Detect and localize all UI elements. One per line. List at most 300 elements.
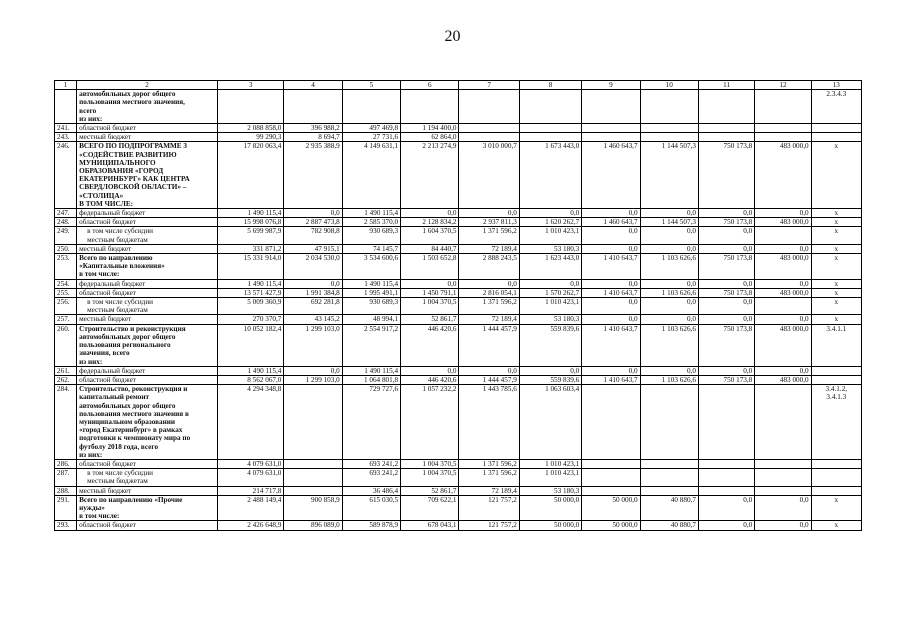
amount-cell: 52 861,7 [401, 315, 459, 324]
row-name-line: футболу 2018 года, всего [79, 442, 159, 451]
column-header: 7 [459, 81, 519, 90]
amount-cell: 1 490 115,4 [342, 279, 400, 288]
amount-cell: 3 534 600,6 [342, 254, 400, 280]
row-name [77, 495, 218, 521]
amount-cell: 5 009 360,9 [217, 298, 283, 315]
row-name-line: местный бюджет [79, 133, 132, 142]
amount-cell: 1 443 785,6 [459, 385, 519, 460]
amount-cell: 1 371 596,2 [459, 227, 519, 244]
column-header: 13 [811, 81, 861, 90]
amount-cell: 1 144 507,3 [640, 218, 698, 227]
row-number: 255. [55, 288, 77, 297]
column-header: 5 [342, 81, 400, 90]
amount-cell: 8 562 067,0 [217, 375, 283, 384]
amount-cell: 1 004 370,5 [401, 298, 459, 315]
column-header: 6 [401, 81, 459, 90]
amount-cell: 1 460 643,7 [582, 218, 640, 227]
amount-cell: 0,0 [698, 366, 754, 375]
amount-cell: 0,0 [640, 244, 698, 253]
row-name [77, 227, 218, 244]
amount-cell [640, 469, 698, 486]
row-name [77, 459, 218, 468]
table-row [55, 288, 862, 297]
amount-cell: 2 937 811,3 [459, 218, 519, 227]
amount-cell [640, 90, 698, 124]
amount-cell: 0,0 [582, 366, 640, 375]
table-row [55, 90, 862, 124]
row-name [77, 279, 218, 288]
amount-cell: 1 991 384,8 [284, 288, 342, 297]
column-header: 3 [217, 81, 283, 90]
row-name-line: Строительство, реконструкция и [79, 385, 188, 394]
amount-cell [284, 459, 342, 468]
amount-cell: 678 043,1 [401, 521, 459, 530]
amount-cell [640, 385, 698, 460]
amount-cell: 72 189,4 [459, 315, 519, 324]
row-name [77, 324, 218, 366]
amount-cell: 559 839,6 [519, 375, 581, 384]
row-name-line: ОБРАЗОВАНИЯ «ГОРОД [79, 167, 164, 176]
row-number: 254. [55, 279, 77, 288]
amount-cell: 1 490 115,4 [342, 366, 400, 375]
amount-cell: 13 571 427,9 [217, 288, 283, 297]
table-row [55, 366, 862, 375]
amount-cell: 1 410 643,7 [582, 375, 640, 384]
amount-cell: 0,0 [459, 279, 519, 288]
amount-cell: 896 089,0 [284, 521, 342, 530]
row-name-line: автомобильных дорог общего [79, 90, 176, 99]
amount-cell: 709 622,1 [401, 495, 459, 521]
row-name-line: автомобильных дорог общего [79, 401, 176, 410]
amount-cell: 0,0 [698, 279, 754, 288]
code-cell: 3.4.1.1 [811, 324, 861, 366]
amount-cell: 750 173,8 [698, 324, 754, 366]
amount-cell: 0,0 [640, 209, 698, 218]
amount-cell: 50 000,0 [519, 521, 581, 530]
code-cell: x [811, 288, 861, 297]
amount-cell [459, 124, 519, 133]
row-number: 260. [55, 324, 77, 366]
table-row [55, 279, 862, 288]
table-row [55, 218, 862, 227]
amount-cell [755, 90, 811, 124]
amount-cell: 446 420,6 [401, 324, 459, 366]
amount-cell: 331 871,2 [217, 244, 283, 253]
amount-cell: 615 030,5 [342, 495, 400, 521]
row-name-line: значения, всего [79, 349, 130, 358]
amount-cell [640, 459, 698, 468]
amount-cell: 2 585 370,0 [342, 218, 400, 227]
amount-cell: 1 371 596,2 [459, 298, 519, 315]
amount-cell: 0,0 [284, 279, 342, 288]
amount-cell: 0,0 [698, 495, 754, 521]
amount-cell [698, 124, 754, 133]
row-number: 247. [55, 209, 77, 218]
amount-cell [755, 298, 811, 315]
amount-cell: 693 241,2 [342, 469, 400, 486]
code-cell: x [811, 244, 861, 253]
row-name-line: «СОДЕЙСТВИЕ РАЗВИТИЮ [79, 150, 177, 159]
amount-cell: 1 103 626,6 [640, 288, 698, 297]
row-number: 293. [55, 521, 77, 530]
row-name-line: подготовки к чемпионату мира по [79, 434, 191, 443]
amount-cell [284, 486, 342, 495]
amount-cell: 0,0 [698, 244, 754, 253]
row-name-line: в том числе субсидии [87, 227, 154, 236]
amount-cell: 0,0 [755, 366, 811, 375]
row-name-line: пользования регионального [79, 341, 171, 350]
row-name [77, 521, 218, 530]
amount-cell: 17 820 063,4 [217, 142, 283, 209]
amount-cell: 782 908,8 [284, 227, 342, 244]
amount-cell: 1 450 791,1 [401, 288, 459, 297]
row-number: 288. [55, 486, 77, 495]
row-name-line: «СТОЛИЦА» [79, 191, 124, 200]
amount-cell: 1 410 643,7 [582, 324, 640, 366]
amount-cell: 72 189,4 [459, 244, 519, 253]
amount-cell: 1 490 115,4 [217, 209, 283, 218]
amount-cell: 0,0 [755, 279, 811, 288]
table-row [55, 209, 862, 218]
amount-cell [698, 385, 754, 460]
table-row [55, 254, 862, 280]
amount-cell: 0,0 [755, 315, 811, 324]
amount-cell: 2 088 858,0 [217, 124, 283, 133]
amount-cell: 1 371 596,2 [459, 459, 519, 468]
amount-cell: 99 290,3 [217, 133, 283, 142]
amount-cell: 4 149 631,1 [342, 142, 400, 209]
amount-cell [698, 90, 754, 124]
code-cell [811, 375, 861, 384]
row-name-line: федеральный бюджет [79, 279, 146, 288]
row-name [77, 133, 218, 142]
amount-cell: 1 490 115,4 [217, 366, 283, 375]
row-name-line: федеральный бюджет [79, 209, 146, 218]
amount-cell: 62 864,0 [401, 133, 459, 142]
amount-cell: 1 057 232,2 [401, 385, 459, 460]
code-cell [811, 469, 861, 486]
amount-cell: 692 281,8 [284, 298, 342, 315]
row-number: 262. [55, 375, 77, 384]
amount-cell: 1 299 103,0 [284, 375, 342, 384]
amount-cell [698, 459, 754, 468]
amount-cell: 0,0 [698, 315, 754, 324]
row-number: 286. [55, 459, 77, 468]
amount-cell [582, 385, 640, 460]
column-header: 11 [698, 81, 754, 90]
amount-cell [698, 486, 754, 495]
row-name-line: СВЕРДЛОВСКОЙ ОБЛАСТИ» – [79, 183, 187, 192]
code-cell [811, 486, 861, 495]
amount-cell: 1 103 626,6 [640, 375, 698, 384]
table-row [55, 385, 862, 460]
budget-table [54, 80, 862, 531]
amount-cell: 483 000,0 [755, 218, 811, 227]
amount-cell: 270 370,7 [217, 315, 283, 324]
amount-cell: 5 699 987,9 [217, 227, 283, 244]
amount-cell [284, 385, 342, 460]
row-name [77, 124, 218, 133]
amount-cell: 53 180,3 [519, 244, 581, 253]
amount-cell: 36 486,4 [342, 486, 400, 495]
amount-cell [755, 459, 811, 468]
row-name-line: автомобильных дорог общего [79, 332, 176, 341]
table-row [55, 469, 862, 486]
amount-cell: 0,0 [698, 209, 754, 218]
amount-cell: 0,0 [401, 279, 459, 288]
column-header: 2 [77, 81, 218, 90]
amount-cell [519, 124, 581, 133]
row-number [55, 90, 77, 124]
row-name-line: в том числе: [79, 270, 120, 279]
amount-cell: 2 887 473,8 [284, 218, 342, 227]
amount-cell: 483 000,0 [755, 288, 811, 297]
amount-cell [698, 469, 754, 486]
amount-cell: 1 004 370,5 [401, 469, 459, 486]
amount-cell: 0,0 [640, 298, 698, 315]
amount-cell: 0,0 [459, 209, 519, 218]
code-cell [811, 459, 861, 468]
row-number: 257. [55, 315, 77, 324]
amount-cell: 930 689,3 [342, 227, 400, 244]
row-name-line: областной бюджет [79, 288, 136, 297]
amount-cell: 72 189,4 [459, 486, 519, 495]
amount-cell [755, 385, 811, 460]
amount-cell: 40 880,7 [640, 495, 698, 521]
amount-cell: 1 444 457,9 [459, 375, 519, 384]
amount-cell: 0,0 [401, 209, 459, 218]
amount-cell: 2 213 274,9 [401, 142, 459, 209]
amount-cell: 483 000,0 [755, 324, 811, 366]
row-name [77, 244, 218, 253]
amount-cell: 0,0 [582, 227, 640, 244]
amount-cell: 750 173,8 [698, 288, 754, 297]
table-row [55, 124, 862, 133]
amount-cell: 1 103 626,6 [640, 324, 698, 366]
amount-cell: 74 145,7 [342, 244, 400, 253]
row-number: 253. [55, 254, 77, 280]
amount-cell [640, 133, 698, 142]
code-cell [811, 124, 861, 133]
amount-cell: 1 444 457,9 [459, 324, 519, 366]
row-name [77, 218, 218, 227]
amount-cell: 750 173,8 [698, 375, 754, 384]
row-number: 243. [55, 133, 77, 142]
amount-cell: 0,0 [640, 227, 698, 244]
amount-cell: 2 426 648,9 [217, 521, 283, 530]
amount-cell: 0,0 [640, 315, 698, 324]
amount-cell: 1 010 423,1 [519, 227, 581, 244]
column-header: 10 [640, 81, 698, 90]
amount-cell: 1 490 115,4 [217, 279, 283, 288]
column-header: 12 [755, 81, 811, 90]
amount-cell: 0,0 [698, 298, 754, 315]
amount-cell: 559 839,6 [519, 324, 581, 366]
amount-cell: 750 173,8 [698, 142, 754, 209]
amount-cell: 1 063 603,4 [519, 385, 581, 460]
amount-cell: 84 440,7 [401, 244, 459, 253]
amount-cell: 0,0 [519, 366, 581, 375]
amount-cell: 1 460 643,7 [582, 142, 640, 209]
table-row [55, 521, 862, 530]
amount-cell [755, 227, 811, 244]
amount-cell: 0,0 [755, 209, 811, 218]
amount-cell [755, 133, 811, 142]
amount-cell: 1 570 262,7 [519, 288, 581, 297]
amount-cell: 729 727,6 [342, 385, 400, 460]
amount-cell: 2 888 243,5 [459, 254, 519, 280]
table-header-row [55, 81, 862, 90]
row-number: 246. [55, 142, 77, 209]
row-name [77, 366, 218, 375]
row-name-line: всего [79, 106, 97, 115]
amount-cell: 50 000,0 [582, 495, 640, 521]
table-row [55, 459, 862, 468]
code-cell: x [811, 315, 861, 324]
row-name-line: в том числе: [79, 512, 120, 521]
amount-cell: 1 194 400,0 [401, 124, 459, 133]
row-name-line: в том числе субсидии [87, 469, 154, 478]
amount-cell: 1 144 507,3 [640, 142, 698, 209]
amount-cell: 1 673 443,0 [519, 142, 581, 209]
amount-cell: 1 620 262,7 [519, 218, 581, 227]
amount-cell: 1 995 491,1 [342, 288, 400, 297]
row-name-line: местным бюджетам [87, 477, 148, 486]
amount-cell: 0,0 [519, 279, 581, 288]
amount-cell [640, 124, 698, 133]
amount-cell: 0,0 [459, 366, 519, 375]
row-name-line: из них: [79, 114, 103, 123]
amount-cell: 8 694,7 [284, 133, 342, 142]
amount-cell [519, 90, 581, 124]
row-name [77, 385, 218, 460]
row-name [77, 469, 218, 486]
amount-cell: 900 858,9 [284, 495, 342, 521]
row-name-line: местным бюджетам [87, 306, 148, 315]
amount-cell: 1 064 801,8 [342, 375, 400, 384]
code-cell: x [811, 279, 861, 288]
amount-cell [698, 133, 754, 142]
row-name-line: из них: [79, 450, 103, 459]
amount-cell [755, 469, 811, 486]
column-header: 8 [519, 81, 581, 90]
code-cell: 2.3.4.3 [811, 90, 861, 124]
code-cell: x [811, 298, 861, 315]
row-name-line: «Капитальные вложения» [79, 262, 165, 271]
row-name [77, 298, 218, 315]
amount-cell [582, 459, 640, 468]
row-number: 256. [55, 298, 77, 315]
amount-cell: 483 000,0 [755, 375, 811, 384]
code-cell: x [811, 521, 861, 530]
code-cell: x [811, 218, 861, 227]
row-number: 249. [55, 227, 77, 244]
amount-cell: 15 331 914,0 [217, 254, 283, 280]
row-number: 261. [55, 366, 77, 375]
amount-cell: 2 554 917,2 [342, 324, 400, 366]
amount-cell: 750 173,8 [698, 254, 754, 280]
amount-cell: 0,0 [401, 366, 459, 375]
row-name-line: Всего по направлению «Прочие [79, 495, 183, 504]
amount-cell: 40 880,7 [640, 521, 698, 530]
amount-cell: 2 128 834,2 [401, 218, 459, 227]
amount-cell: 497 469,8 [342, 124, 400, 133]
table-row [55, 486, 862, 495]
amount-cell: 0,0 [519, 209, 581, 218]
row-name-line: МУНИЦИПАЛЬНОГО [79, 158, 156, 167]
amount-cell: 1 371 596,2 [459, 469, 519, 486]
amount-cell: 214 717,8 [217, 486, 283, 495]
row-number: 284. [55, 385, 77, 460]
amount-cell: 47 915,1 [284, 244, 342, 253]
row-name-line: местный бюджет [79, 486, 132, 495]
amount-cell: 2 935 388,9 [284, 142, 342, 209]
amount-cell: 15 998 076,8 [217, 218, 283, 227]
amount-cell: 0,0 [755, 521, 811, 530]
column-header: 9 [582, 81, 640, 90]
row-name-line: областной бюджет [79, 124, 136, 133]
row-name-line: В ТОМ ЧИСЛЕ: [79, 199, 134, 208]
row-name-line: местный бюджет [79, 315, 132, 324]
column-header: 4 [284, 81, 342, 90]
code-cell: x [811, 209, 861, 218]
table-row [55, 133, 862, 142]
row-number: 248. [55, 218, 77, 227]
amount-cell: 0,0 [582, 315, 640, 324]
row-name-line: ВСЕГО ПО ПОДПРОГРАММЕ 3 [79, 142, 187, 151]
row-name [77, 288, 218, 297]
row-name-line: нужды» [79, 503, 105, 512]
amount-cell: 4 079 631,0 [217, 469, 283, 486]
table-row [55, 142, 862, 209]
row-name-line: областной бюджет [79, 521, 136, 530]
amount-cell: 48 994,1 [342, 315, 400, 324]
amount-cell: 1 623 443,0 [519, 254, 581, 280]
amount-cell: 50 000,0 [519, 495, 581, 521]
row-name-line: пользования местного значения в [79, 409, 189, 418]
amount-cell: 53 180,3 [519, 486, 581, 495]
row-name [77, 254, 218, 280]
amount-cell: 0,0 [755, 495, 811, 521]
row-name-line: Всего по направлению [79, 254, 153, 263]
amount-cell [755, 486, 811, 495]
amount-cell: 0,0 [284, 366, 342, 375]
amount-cell: 0,0 [698, 521, 754, 530]
amount-cell: 750 173,8 [698, 218, 754, 227]
amount-cell: 930 689,3 [342, 298, 400, 315]
amount-cell: 396 988,2 [284, 124, 342, 133]
code-cell [811, 133, 861, 142]
amount-cell: 483 000,0 [755, 142, 811, 209]
amount-cell [582, 90, 640, 124]
table-row [55, 298, 862, 315]
amount-cell [582, 469, 640, 486]
amount-cell: 1 103 626,6 [640, 254, 698, 280]
amount-cell: 0,0 [640, 366, 698, 375]
table-row [55, 495, 862, 521]
amount-cell: 53 180,3 [519, 315, 581, 324]
amount-cell: 0,0 [755, 244, 811, 253]
amount-cell: 0,0 [698, 227, 754, 244]
amount-cell: 0,0 [640, 279, 698, 288]
amount-cell: 121 757,2 [459, 521, 519, 530]
row-name-line: областной бюджет [79, 218, 136, 227]
row-name-line: пользования местного значения, [79, 98, 185, 107]
code-cell: x [811, 227, 861, 244]
amount-cell: 1 010 423,1 [519, 459, 581, 468]
row-name-line: из них: [79, 357, 103, 366]
row-number: 287. [55, 469, 77, 486]
